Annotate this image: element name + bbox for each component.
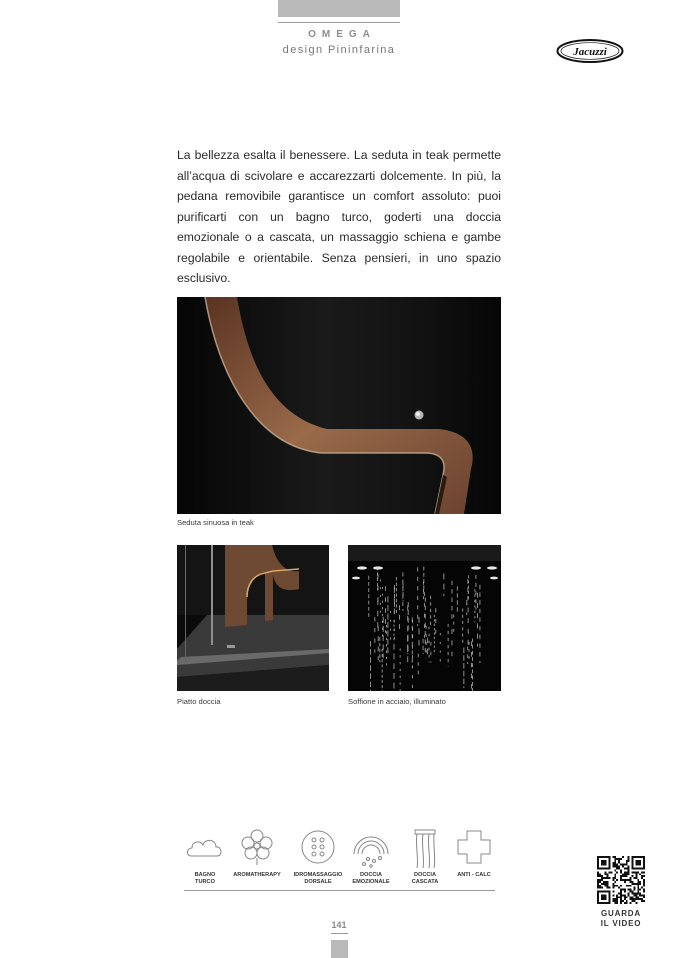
qr-module <box>597 881 599 883</box>
qr-module <box>620 896 622 898</box>
qr-module <box>616 866 618 868</box>
qr-module <box>628 856 630 858</box>
qr-module <box>616 894 618 896</box>
qr-module <box>601 879 603 881</box>
qr-module <box>626 860 628 862</box>
feature-anti-calc <box>440 828 508 866</box>
qr-module <box>614 875 616 877</box>
feature-label: AROMATHERAPY <box>233 872 281 878</box>
qr-module <box>612 864 614 866</box>
flower-icon <box>237 828 277 866</box>
qr-module <box>612 856 614 858</box>
qr-module <box>605 885 607 887</box>
qr-module <box>620 891 622 893</box>
jacuzzi-logo <box>556 38 624 64</box>
qr-module <box>605 881 607 883</box>
feature-label: IDROMASSAGGIO DORSALE <box>293 872 343 885</box>
qr-module <box>622 856 624 858</box>
qr-module <box>628 869 630 871</box>
qr-module <box>616 864 618 866</box>
qr-module <box>605 883 607 885</box>
qr-module <box>632 898 634 900</box>
qr-module <box>624 889 626 891</box>
logo-text: Jacuzzi <box>573 46 607 58</box>
qr-module <box>641 887 643 889</box>
qr-module <box>633 883 635 885</box>
qr-module <box>599 881 601 883</box>
qr-module <box>641 894 643 896</box>
qr-module <box>630 885 632 887</box>
qr-module <box>626 864 628 866</box>
qr-module <box>620 902 622 904</box>
header-rule <box>278 22 400 23</box>
qr-module <box>614 864 616 866</box>
qr-module <box>605 873 607 875</box>
qr-module <box>639 883 641 885</box>
qr-module <box>632 896 634 898</box>
qr-module <box>626 902 628 904</box>
qr-module <box>622 900 624 902</box>
qr-module <box>620 869 622 871</box>
qr-module <box>641 871 643 873</box>
qr-module <box>628 868 630 870</box>
qr-module <box>624 871 626 873</box>
qr-module <box>620 858 622 860</box>
feature-label: DOCCIA EMOZIONALE <box>352 872 390 885</box>
qr-module <box>616 879 618 881</box>
qr-module <box>605 877 607 879</box>
qr-module <box>618 887 620 889</box>
qr-module <box>626 871 628 873</box>
qr-module <box>622 879 624 881</box>
qr-module <box>628 858 630 860</box>
qr-module <box>624 875 626 877</box>
qr-module <box>624 868 626 870</box>
qr-module <box>620 898 622 900</box>
qr-module <box>641 900 643 902</box>
qr-module <box>628 866 630 868</box>
qr-module <box>637 871 639 873</box>
qr-module <box>616 885 618 887</box>
qr-module <box>618 860 620 862</box>
qr-module <box>622 894 624 896</box>
qr-module <box>643 879 645 881</box>
qr-module <box>614 860 616 862</box>
qr-module <box>614 900 616 902</box>
qr-module <box>624 879 626 881</box>
qr-module <box>599 887 601 889</box>
qr-module <box>618 866 620 868</box>
qr-module <box>632 875 634 877</box>
qr-module <box>616 871 618 873</box>
qr-module <box>624 898 626 900</box>
feature-label: ANTI - CALC <box>457 872 491 878</box>
qr-module <box>597 875 599 877</box>
cross-icon <box>454 828 494 866</box>
qr-module <box>612 885 614 887</box>
qr-module <box>628 889 630 891</box>
qr-module <box>607 875 609 877</box>
qr-module <box>610 871 612 873</box>
intro-paragraph: La bellezza esalta il benessere. La seduta in teak permette all’acqua di scivolare e accarezzarti dolcemente. In più, la pedana removibile garantisce un comfort assoluto: puoi purificarti con un bagno turco, goderti una doccia emozionale o a cascata, un massaggio schiena e gambe regolabile e orientabile. Senza pensieri, in uno spazio esclusivo. <box>177 148 501 285</box>
qr-module <box>630 879 632 881</box>
qr-module <box>618 858 620 860</box>
qr-module <box>628 892 630 894</box>
qr-module <box>643 894 645 896</box>
qr-module <box>628 894 630 896</box>
qr-module <box>622 864 624 866</box>
qr-module <box>633 877 635 879</box>
qr-module <box>607 883 609 885</box>
qr-module <box>607 887 609 889</box>
qr-module <box>620 871 622 873</box>
qr-module <box>612 879 614 881</box>
header-bar <box>278 0 400 17</box>
qr-module <box>639 889 641 891</box>
qr-module <box>637 885 639 887</box>
qr-module <box>603 883 605 885</box>
qr-module <box>614 885 616 887</box>
page-number: 141 <box>331 920 347 930</box>
qr-module <box>599 875 601 877</box>
qr-module <box>614 881 616 883</box>
qr-module <box>643 889 645 891</box>
qr-module <box>601 860 607 866</box>
qr-module <box>635 902 637 904</box>
qr-module <box>601 887 603 889</box>
qr-module <box>639 892 641 894</box>
qr-module <box>601 894 607 900</box>
caption-shower-tray: Piatto doccia <box>177 697 221 706</box>
qr-module <box>637 892 639 894</box>
qr-module <box>639 873 641 875</box>
qr-module <box>620 875 622 877</box>
qr-module <box>618 896 620 898</box>
qr-module <box>633 889 635 891</box>
qr-module <box>637 879 639 881</box>
qr-module <box>614 856 616 858</box>
qr-module <box>618 892 620 894</box>
qr-module <box>624 896 626 898</box>
qr-module <box>607 885 609 887</box>
qr-module <box>622 866 624 868</box>
qr-module <box>630 891 632 893</box>
qr-module <box>618 862 620 864</box>
photo-shower-head <box>348 545 501 691</box>
qr-module <box>632 892 634 894</box>
qr-module <box>628 871 630 873</box>
qr-module <box>643 891 645 893</box>
qr-module <box>609 877 611 879</box>
qr-module <box>635 873 637 875</box>
qr-module <box>607 873 609 875</box>
qr-module <box>637 881 639 883</box>
product-subtitle: design Pininfarina <box>282 44 396 56</box>
qr-module <box>597 871 599 873</box>
qr-module <box>620 879 622 881</box>
rainbow-drops-icon <box>351 828 391 868</box>
qr-module <box>639 898 641 900</box>
qr-module <box>620 894 622 896</box>
qr-module <box>643 900 645 902</box>
qr-module <box>620 900 622 902</box>
qr-module <box>637 883 639 885</box>
qr-module <box>616 900 618 902</box>
qr-module <box>612 862 614 864</box>
qr-module <box>633 898 635 900</box>
qr-module <box>612 866 614 868</box>
footer-block <box>331 940 348 958</box>
qr-module <box>643 875 645 877</box>
qr-module <box>612 891 614 893</box>
qr-module <box>635 896 637 898</box>
qr-module <box>614 902 616 904</box>
page-number-rule <box>331 933 348 934</box>
qr-module <box>614 858 616 860</box>
qr-module <box>630 902 632 904</box>
photo-shower-tray <box>177 545 329 691</box>
qr-module <box>614 862 616 864</box>
qr-module <box>633 900 635 902</box>
qr-module <box>630 877 632 879</box>
qr-module <box>637 889 639 891</box>
qr-module <box>632 900 634 902</box>
qr-module <box>635 898 637 900</box>
qr-module <box>624 902 626 904</box>
product-title: OMEGA <box>308 29 376 40</box>
qr-module <box>626 879 628 881</box>
qr-module <box>641 898 643 900</box>
qr-module <box>626 873 628 875</box>
qr-module <box>626 875 628 877</box>
qr-module <box>643 896 645 898</box>
qr-module <box>624 891 626 893</box>
qr-module <box>641 875 643 877</box>
qr-module <box>601 877 603 879</box>
qr-module <box>635 877 637 879</box>
qr-module <box>635 894 637 896</box>
feature-aromatherapy <box>223 828 291 866</box>
qr-module <box>616 896 618 898</box>
qr-module <box>612 894 614 896</box>
qr-module <box>633 887 635 889</box>
qr-module <box>620 892 622 894</box>
qr-module <box>637 896 639 898</box>
qr-module <box>624 894 626 896</box>
qr-code[interactable] <box>597 856 645 904</box>
qr-module <box>597 873 599 875</box>
qr-module <box>620 889 622 891</box>
qr-module <box>597 883 599 885</box>
qr-module <box>632 891 634 893</box>
qr-module <box>612 898 614 900</box>
qr-module <box>632 881 634 883</box>
qr-module <box>630 896 632 898</box>
qr-module <box>643 883 645 885</box>
watch-video-label[interactable]: GUARDA IL VIDEO <box>600 909 642 928</box>
feature-label: BAGNO TURCO <box>194 872 216 885</box>
qr-module <box>624 873 626 875</box>
qr-module <box>597 885 599 887</box>
qr-module <box>614 877 616 879</box>
qr-module <box>632 871 634 873</box>
qr-module <box>628 860 630 862</box>
qr-module <box>632 883 634 885</box>
qr-module <box>620 885 622 887</box>
qr-module <box>620 877 622 879</box>
qr-module <box>626 862 628 864</box>
qr-module <box>620 864 622 866</box>
qr-module <box>626 900 628 902</box>
qr-module <box>599 879 601 881</box>
qr-module <box>639 881 641 883</box>
qr-module <box>624 864 626 866</box>
qr-module <box>609 871 611 873</box>
photo-teak-seat <box>177 297 501 514</box>
qr-module <box>635 883 637 885</box>
qr-module <box>599 885 601 887</box>
qr-module <box>616 902 618 904</box>
qr-module <box>630 898 632 900</box>
qr-module <box>628 885 630 887</box>
qr-module <box>626 896 628 898</box>
qr-module <box>609 887 611 889</box>
qr-module <box>612 887 614 889</box>
qr-module <box>607 881 609 883</box>
qr-module <box>624 881 626 883</box>
qr-module <box>637 898 639 900</box>
qr-module <box>612 900 614 902</box>
qr-module <box>633 871 635 873</box>
qr-module <box>622 873 624 875</box>
qr-module <box>614 873 616 875</box>
caption-shower-head: Soffione in acciaio, illuminato <box>348 697 446 706</box>
feature-label: DOCCIA CASCATA <box>411 872 439 885</box>
qr-module <box>635 871 637 873</box>
qr-module <box>607 877 609 879</box>
caption-teak-seat: Seduta sinuosa in teak <box>177 518 254 527</box>
qr-module <box>628 879 630 881</box>
qr-module <box>612 883 614 885</box>
qr-module <box>635 892 637 894</box>
qr-module <box>616 898 618 900</box>
qr-module <box>637 887 639 889</box>
qr-module <box>628 873 630 875</box>
qr-module <box>633 892 635 894</box>
qr-module <box>622 889 624 891</box>
qr-module <box>622 875 624 877</box>
cloud-icon <box>185 828 225 864</box>
qr-module <box>639 894 641 896</box>
qr-module <box>643 881 645 883</box>
features-divider <box>184 890 495 891</box>
qr-module <box>633 894 635 896</box>
qr-module <box>618 868 620 870</box>
waterfall-icon <box>405 828 445 870</box>
qr-module <box>626 885 628 887</box>
qr-module <box>597 887 599 889</box>
qr-module <box>614 898 616 900</box>
dots-circle-icon <box>298 828 338 866</box>
qr-module <box>616 858 618 860</box>
qr-module <box>630 889 632 891</box>
qr-module <box>641 877 643 879</box>
qr-module <box>614 869 616 871</box>
qr-module <box>601 883 603 885</box>
qr-module <box>612 877 614 879</box>
qr-module <box>603 877 605 879</box>
qr-module <box>601 875 603 877</box>
qr-module <box>643 885 645 887</box>
qr-module <box>630 881 632 883</box>
qr-module <box>599 873 601 875</box>
qr-module <box>637 891 639 893</box>
qr-module <box>626 868 628 870</box>
qr-module <box>616 868 618 870</box>
qr-module <box>605 871 607 873</box>
qr-module <box>643 871 645 873</box>
qr-module <box>635 860 641 866</box>
qr-module <box>597 879 599 881</box>
qr-module <box>603 881 605 883</box>
qr-module <box>635 875 637 877</box>
qr-module <box>614 866 616 868</box>
